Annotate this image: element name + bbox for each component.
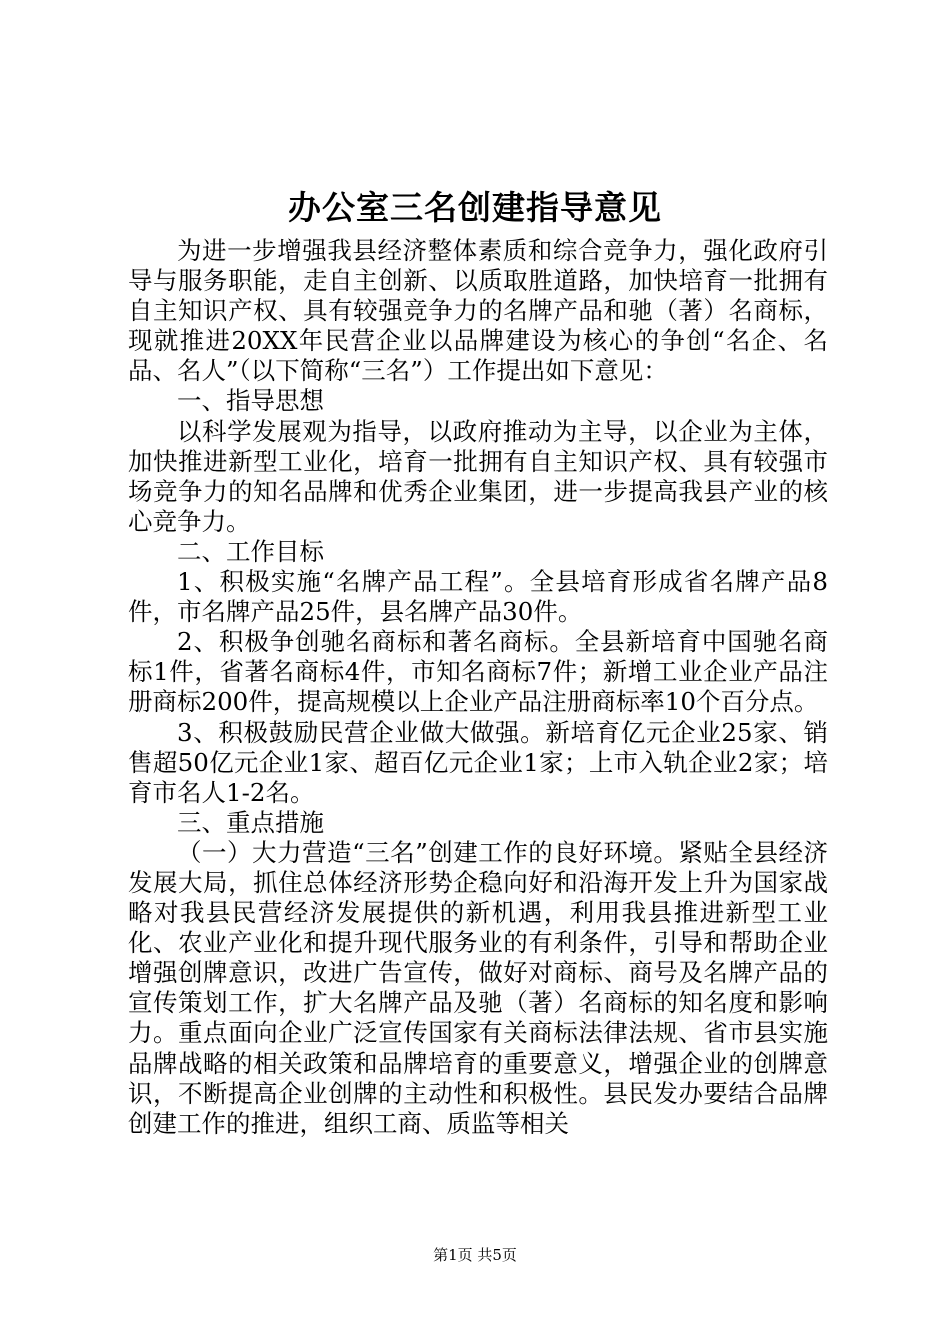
section-heading-guiding-ideology: 一、指导思想 [177,386,324,416]
document-body [128,236,828,1139]
goal-item-2: 2、积极争创驰名商标和著名商标。全县新培育中国驰名商标1件，省著名商标4件，市知名商标7件；新增工业企业产品注册商标200件，提高规模以上企业产品注册商标率10个百分点。 [128,627,828,717]
intro-paragraph: 为进一步增强我县经济整体素质和综合竞争力，强化政府引导与服务职能，走自主创新、以质取胜道路，加快培育一批拥有自主知识产权、具有较强竞争力的名牌产品和驰（著）名商标，现就推进20XX年民营企业以品牌建设为核心的争创“名企、名品、名人”（以下简称“三名”）工作提出如下意见： [128,236,828,386]
goal-item-3: 3、积极鼓励民营企业做大做强。新培育亿元企业25家、销售超50亿元企业1家、超百亿元企业1家；上市入轨企业2家；培育市名人1-2名。 [128,717,828,807]
goal-item-1: 1、积极实施“名牌产品工程”。全县培育形成省名牌产品8件，市名牌产品25件，县名牌产品30件。 [128,567,828,627]
page-number-footer: 第1页 共5页 [433,1246,517,1264]
guiding-ideology-paragraph: 以科学发展观为指导，以政府推动为主导，以企业为主体，加快推进新型工业化，培育一批拥有自主知识产权、具有较强市场竞争力的知名品牌和优秀企业集团，进一步提高我县产业的核心竞争力。 [128,416,828,536]
section-heading-work-goals: 二、工作目标 [177,536,324,566]
section-heading-key-measures: 三、重点措施 [177,807,324,837]
measure-item-1: （一）大力营造“三名”创建工作的良好环境。紧贴全县经济发展大局，抓住总体经济形势企稳向好和沿海开发上升为国家战略对我县民营经济发展提供的新机遇，利用我县推进新型工业化、农业产业化和提升现代服务业的有利条件，引导和帮助企业增强创牌意识，改进广告宣传，做好对商标、商号及名牌产品的宣传策划工作，扩大名牌产品及驰（著）名商标的知名度和影响力。重点面向企业广泛宣传国家有关商标法律法规、省市县实施品牌战略的相关政策和品牌培育的重要意义，增强企业的创牌意识，不断提高企业创牌的主动性和积极性。县民发办要结合品牌创建工作的推进，组织工商、质监等相关 [128,837,828,1138]
document-title: 办公室三名创建指导意见 [288,188,662,227]
